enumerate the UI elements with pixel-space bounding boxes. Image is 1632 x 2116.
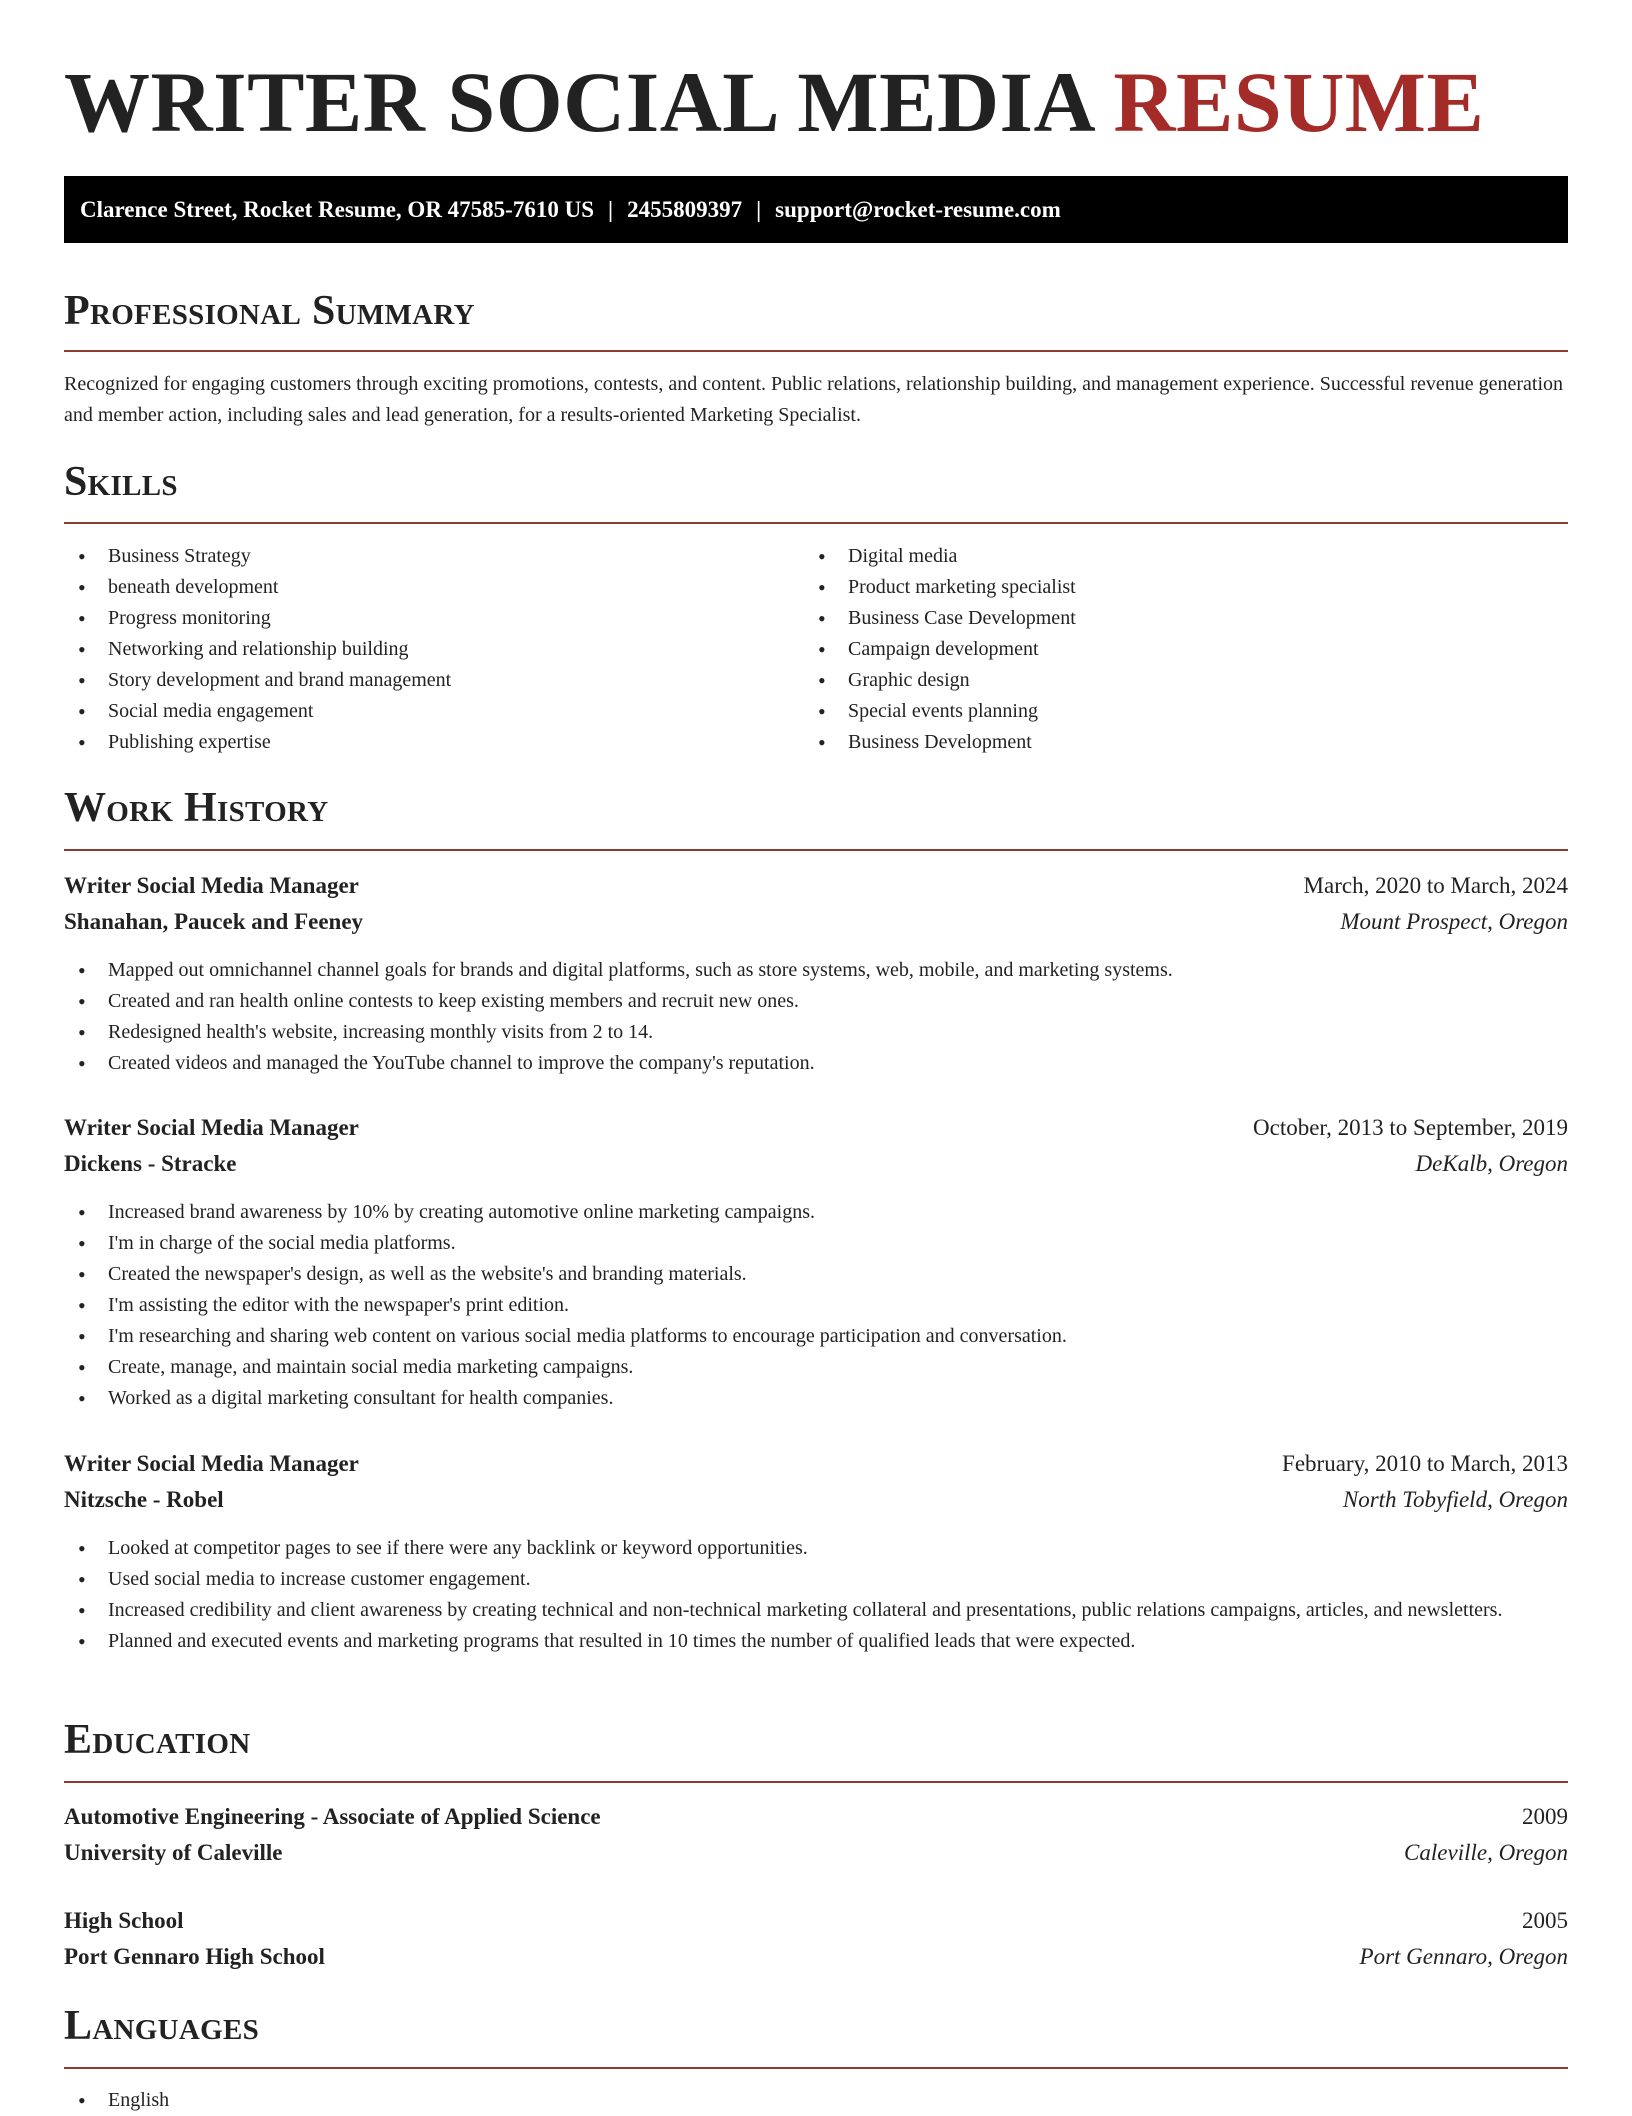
skill-item: • Special events planning — [804, 696, 1564, 727]
language-item: • English — [64, 2085, 1568, 2116]
job-location: DeKalb, Oregon — [1415, 1151, 1568, 1176]
job-bullet: • Mapped out omnichannel channel goals for brands and digital platforms, such as store systems, web, mobile, and marketing systems. — [64, 955, 1568, 986]
job-bullets — [64, 955, 1568, 1079]
job-bullet: • I'm in charge of the social media platforms. — [64, 1228, 1568, 1259]
job-bullet: • Increased brand awareness by 10% by creating automotive online marketing campaigns. — [64, 1197, 1568, 1228]
education-school-row — [64, 1939, 1568, 1975]
skill-item: • Progress monitoring — [64, 603, 784, 634]
job-bullet: • Created the newspaper's design, as well as the website's and branding materials. — [64, 1259, 1568, 1290]
skills-list-right — [804, 541, 1564, 758]
education-year: 2005 — [1522, 1908, 1568, 1933]
job-bullet: • Increased credibility and client awareness by creating technical and non-technical marketing collateral and presentations, public relations campaigns, articles, and newsletters. — [64, 1595, 1568, 1626]
title-accent: RESUME — [1113, 54, 1485, 150]
section-heading-skills: Skills — [64, 459, 178, 505]
section-heading-languages: Languages — [64, 2003, 260, 2049]
job-bullet: • Worked as a digital marketing consultant for health companies. — [64, 1383, 1568, 1414]
job-company: Shanahan, Paucek and Feeney — [64, 909, 364, 934]
job-dates: March, 2020 to March, 2024 — [1303, 873, 1568, 898]
skill-item: • Business Development — [804, 727, 1564, 758]
education-degree: Automotive Engineering - Associate of Applied Science — [64, 1804, 601, 1829]
job-bullet: • Looked at competitor pages to see if there were any backlink or keyword opportunities. — [64, 1533, 1568, 1564]
education-school: Port Gennaro High School — [64, 1944, 325, 1969]
job-dates: February, 2010 to March, 2013 — [1282, 1451, 1568, 1476]
contact-address: Clarence Street, Rocket Resume, OR 47585-7610 US — [80, 197, 594, 222]
section-heading-education: Education — [64, 1717, 251, 1763]
job-bullet: • I'm researching and sharing web content on various social media platforms to encourage participation and conversation. — [64, 1321, 1568, 1352]
languages-list — [64, 2085, 1568, 2116]
job-company: Nitzsche - Robel — [64, 1487, 224, 1512]
section-rule — [64, 1781, 1568, 1783]
education-school: University of Caleville — [64, 1840, 283, 1865]
job-bullet: • Create, manage, and maintain social media marketing campaigns. — [64, 1352, 1568, 1383]
job-location: Mount Prospect, Oregon — [1340, 909, 1568, 934]
skill-item: • Graphic design — [804, 665, 1564, 696]
job-company-row — [64, 1146, 1568, 1182]
contact-separator: | — [756, 197, 762, 222]
job-bullet: • Redesigned health's website, increasing monthly visits from 2 to 14. — [64, 1017, 1568, 1048]
skill-item: • Product marketing specialist — [804, 572, 1564, 603]
section-heading-work: Work History — [64, 785, 329, 831]
job-bullet: • Created and ran health online contests to keep existing members and recruit new ones. — [64, 986, 1568, 1017]
skill-item: • Networking and relationship building — [64, 634, 784, 665]
contact-email: support@rocket-resume.com — [775, 197, 1061, 222]
education-location: Caleville, Oregon — [1404, 1840, 1568, 1865]
job-title: Writer Social Media Manager — [64, 873, 359, 898]
skill-item: • Social media engagement — [64, 696, 784, 727]
job-bullets — [64, 1197, 1568, 1414]
contact-bar — [64, 176, 1568, 243]
job-title-row — [64, 1446, 1568, 1482]
section-heading-summary: Professional Summary — [64, 288, 475, 334]
job-bullet: • I'm assisting the editor with the newspaper's print edition. — [64, 1290, 1568, 1321]
job-bullets — [64, 1533, 1568, 1657]
job-bullet: • Used social media to increase customer engagement. — [64, 1564, 1568, 1595]
education-degree: High School — [64, 1908, 184, 1933]
education-degree-row — [64, 1903, 1568, 1939]
section-rule — [64, 350, 1568, 352]
skills-list-left — [64, 541, 784, 758]
section-rule — [64, 849, 1568, 851]
education-degree-row — [64, 1799, 1568, 1835]
job-company: Dickens - Stracke — [64, 1151, 237, 1176]
resume-title — [64, 52, 1484, 152]
section-rule — [64, 2067, 1568, 2069]
skill-item: • Story development and brand management — [64, 665, 784, 696]
skill-item: • Publishing expertise — [64, 727, 784, 758]
summary-text: Recognized for engaging customers through exciting promotions, contests, and content. Public relations, relationship building, and management experience. Successful revenue generation and member action, including sales and lead generation, for a results-oriented Marketing Specialist. — [64, 373, 1564, 426]
job-company-row — [64, 1482, 1568, 1518]
job-bullet: • Planned and executed events and marketing programs that resulted in 10 times the number of qualified leads that were expected. — [64, 1626, 1568, 1657]
job-title: Writer Social Media Manager — [64, 1115, 359, 1140]
job-dates: October, 2013 to September, 2019 — [1253, 1115, 1568, 1140]
education-school-row — [64, 1835, 1568, 1871]
skill-item: • Campaign development — [804, 634, 1564, 665]
skill-item: • Business Strategy — [64, 541, 784, 572]
job-title-row — [64, 1110, 1568, 1146]
skill-item: • Digital media — [804, 541, 1564, 572]
job-title-row — [64, 868, 1568, 904]
job-bullet: • Created videos and managed the YouTube channel to improve the company's reputation. — [64, 1048, 1568, 1079]
contact-phone: 2455809397 — [627, 197, 743, 222]
education-location: Port Gennaro, Oregon — [1359, 1944, 1568, 1969]
skill-item: • Business Case Development — [804, 603, 1564, 634]
title-main: WRITER SOCIAL MEDIA — [64, 54, 1092, 150]
contact-separator: | — [608, 197, 614, 222]
section-rule — [64, 522, 1568, 524]
skill-item: • beneath development — [64, 572, 784, 603]
job-company-row — [64, 904, 1568, 940]
job-location: North Tobyfield, Oregon — [1342, 1487, 1568, 1512]
education-year: 2009 — [1522, 1804, 1568, 1829]
job-title: Writer Social Media Manager — [64, 1451, 359, 1476]
